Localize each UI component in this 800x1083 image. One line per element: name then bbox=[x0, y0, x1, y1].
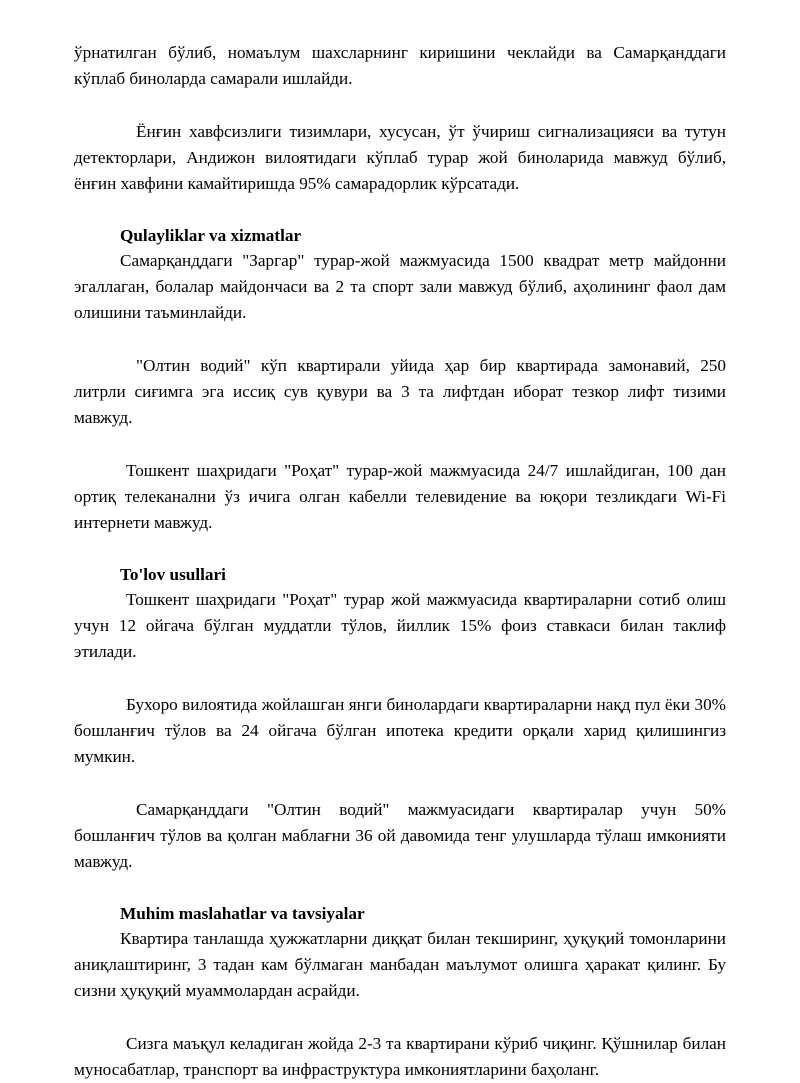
paragraph-oltin-vodiy-payment: Самарқанддаги "Олтин водий" мажмуасидаги квартиралар учун 50% бошланғич тўлов ва қолган маблағни 36 ой давомида тенг улушларда тўлаш имконияти мавжуд. bbox=[74, 800, 726, 871]
paragraph-rohat-amenities: Тошкент шаҳридаги "Роҳат" турар-жой мажмуасида 24/7 ишлайдиган, 100 дан ортиқ телеканални ўз ичига олган кабелли телевидение ва юқори тезликдаги Wi-Fi интернети мавжуд. bbox=[74, 461, 726, 532]
paragraph-fire-safety: Ёнғин хавфсизлиги тизимлари, хусусан, ўт ўчириш сигнализацияси ва тутун детекторлари, Андижон вилоятидаги кўплаб турар жой биноларида мавжуд бўлиб, ёнғин хавфини камайтиришда 95% самарадорлик кўрсатади. bbox=[74, 122, 726, 193]
paragraph-rohat-payment: Тошкент шаҳридаги "Роҳат" турар жой мажмуасида квартираларни сотиб олиш учун 12 ойгача бўлган муддатли тўлов, йиллик 15% фоиз ставкаси билан таклиф этилади. bbox=[74, 590, 726, 661]
paragraph-security-continuation: ўрнатилган бўлиб, номаълум шахсларнинг киришини чеклайди ва Самарқанддаги кўплаб биноларда самарали ишлайди. bbox=[74, 43, 726, 88]
paragraph-oltin-vodiy-amenities: "Олтин водий" кўп квартирали уйида ҳар бир квартирада замонавий, 250 литрли сиғимга эга иссиқ сув қувури ва 3 та лифтдан иборат тезкор лифт тизими мавжуд. bbox=[74, 356, 726, 427]
heading-payment: To'lov usullari bbox=[120, 565, 226, 584]
paragraph-documents-tip: Квартира танлашда ҳужжатларни диққат билан текширинг, ҳуқуқий томонларини аниқлаштиринг, 3 тадан кам бўлмаган манбадан маълумот олишга ҳаракат қилинг. Бу сизни ҳуқуқий муаммолардан асрайди. bbox=[74, 929, 726, 1000]
paragraph-zargar: Самарқанддаги "Заргар" турар-жой мажмуасида 1500 квадрат метр майдонни эгаллаган, болалар майдончаси ва 2 та спорт зали мавжуд бўлиб, аҳолининг фаол дам олишини таъминлайди. bbox=[74, 251, 726, 322]
paragraph-viewing-tip: Сизга маъқул келадиган жойда 2-3 та квартирани кўриб чиқинг. Қўшнилар билан муносабатлар, транспорт ва инфраструктура имкониятларини баҳоланг. bbox=[74, 1034, 726, 1079]
heading-tips: Muhim maslahatlar va tavsiyalar bbox=[120, 904, 365, 923]
heading-amenities: Qulayliklar va xizmatlar bbox=[120, 226, 302, 245]
paragraph-bukhara-payment: Бухоро вилоятида жойлашган янги бинолардаги квартираларни нақд пул ёки 30% бошланғич тўлов ва 24 ойгача бўлган ипотека кредити орқали харид қилишингиз мумкин. bbox=[74, 695, 726, 766]
